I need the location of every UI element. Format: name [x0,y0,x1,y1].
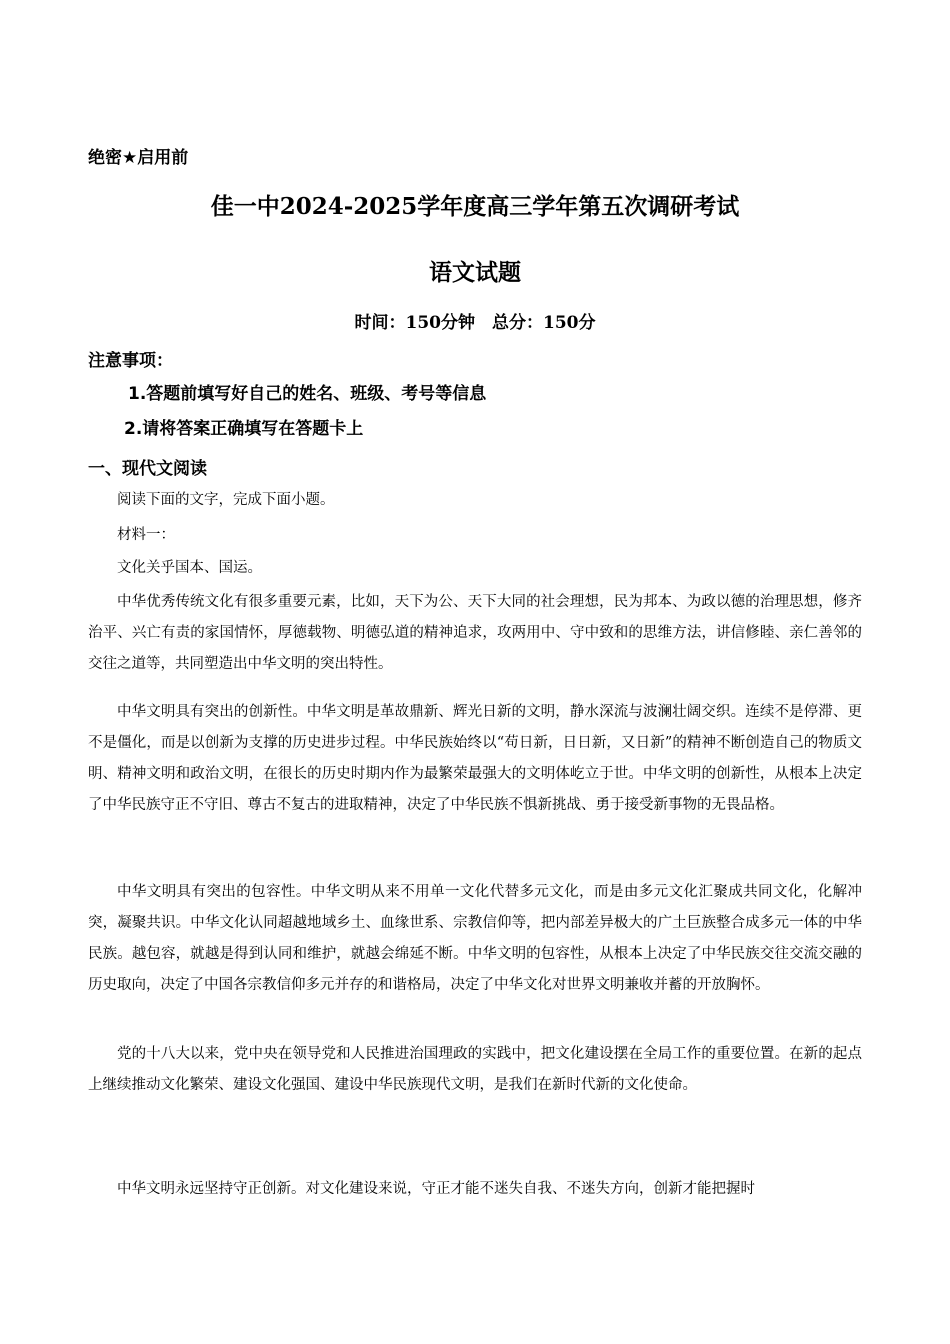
section-heading: 一、现代文阅读 [88,459,207,479]
notice-item: 1.答题前填写好自己的姓名、班级、考号等信息 [128,384,487,404]
body-paragraph: 中华优秀传统文化有很多重要元素，比如，天下为公、天下大同的社会理想，民为邦本、为政以德的治理思想，修齐治平、兴亡有责的家国情怀，厚德载物、明德弘道的精神追求，攻两用中、守中致和的思维方法，讲信修睦、亲仁善邻的交往之道等，共同塑造出中华文明的突出特性。 [88,594,862,672]
reading-instruction: 阅读下面的文字，完成下面小题。 [117,492,335,508]
notice-heading: 注意事项： [88,351,173,371]
subject-title: 语文试题 [429,259,521,286]
body-paragraph: 文化关乎国本、国运。 [117,560,262,576]
material-label: 材料一： [117,527,175,543]
time-and-score-info: 时间：150分钟 总分：150分 [354,313,596,333]
confidential-label: 绝密★启用前 [88,148,189,168]
body-paragraph: 中华文明永远坚持守正创新。对文化建设来说，守正才能不迷失自我、不迷失方向，创新才能把握时 [117,1181,755,1197]
exam-title: 佳一中2024-2025学年度高三学年第五次调研考试 [210,193,740,220]
notice-item: 2.请将答案正确填写在答题卡上 [124,419,364,439]
body-paragraph: 党的十八大以来，党中央在领导党和人民推进治国理政的实践中，把文化建设摆在全局工作的重要位置。在新的起点上继续推动文化繁荣、建设文化强国、建设中华民族现代文明，是我们在新时代新的文化使命。 [88,1046,862,1093]
body-paragraph: 中华文明具有突出的创新性。中华文明是革故鼎新、辉光日新的文明，静水深流与波澜壮阔交织。连续不是停滞、更不是僵化，而是以创新为支撑的历史进步过程。中华民族始终以“苟日新，日日新，又日新”的精神不断创造自己的物质文明、精神文明和政治文明，在很长的历史时期内作为最繁荣最强大的文明体屹立于世。中华文明的创新性，从根本上决定了中华民族守正不守旧、尊古不复古的进取精神，决定了中华民族不惧新挑战、勇于接受新事物的无畏品格。 [88,704,862,813]
body-paragraph: 中华文明具有突出的包容性。中华文明从来不用单一文化代替多元文化，而是由多元文化汇聚成共同文化，化解冲突，凝聚共识。中华文化认同超越地域乡土、血缘世系、宗教信仰等，把内部差异极大的广土巨族整合成多元一体的中华民族。越包容，就越是得到认同和维护，就越会绵延不断。中华文明的包容性，从根本上决定了中华民族交往交流交融的历史取向，决定了中国各宗教信仰多元并存的和谐格局，决定了中华文化对世界文明兼收并蓄的开放胸怀。 [88,884,862,993]
